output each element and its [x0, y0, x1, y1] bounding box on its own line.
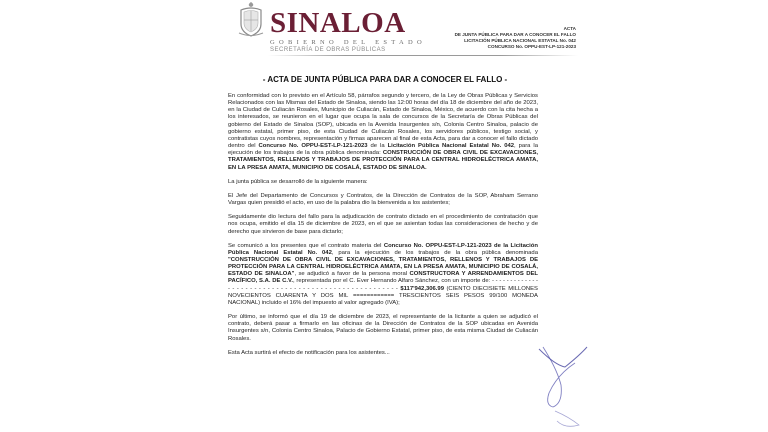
reference-line: ACTA: [563, 26, 576, 31]
project-name: "CONSTRUCCIÓN DE OBRA CIVIL DE EXCAVACIONES, TRATAMIENTOS, RELLENOS Y TRABAJOS DE PROTECCIÓN PARA LA CENTRAL HIDROELÉCTRICA AMATA, EN LA PRESA AMATA, MUNICIPIO DE COSALÁ, ESTADO DE SINALOA": [228, 256, 538, 278]
project-name: CONSTRUCCIÓN DE OBRA CIVIL DE EXCAVACIONES, TRATAMIENTOS, RELLENOS Y TRABAJOS DE PROTECCIÓN PARA LA CENTRAL HIDROELÉCTRICA AMATA, EN LA PRESA AMATA, MUNICIPIO DE COSALÁ, ESTADO DE SINALOA.: [228, 150, 539, 171]
reference-line: LICITACIÓN PÚBLICA NACIONAL ESTATAL No. 042: [464, 38, 576, 43]
paragraph-chair: El Jefe del Departamento de Concursos y Contratos, de la Dirección de Contratos de la SOP, Abraham Serrano Vargas quien presidió el acto, en uso de la palabra dio la bienvenida a los asistentes;: [228, 192, 538, 207]
paragraph-award: [228, 243, 538, 307]
text: , para la ejecución de los trabajos de la obra pública denominada:: [228, 143, 538, 157]
brand-block: [270, 9, 426, 53]
text: de la: [367, 143, 388, 150]
awarded-company: CONSTRUCTORA Y ARRENDAMIENTOS DEL PACÍFICO, S.A. DE C.V.: [228, 271, 538, 285]
text: Se comunicó a los presentes que el contrato materia del: [228, 242, 384, 249]
paragraph-ruling: Seguidamente dio lectura del fallo para la adjudicación de contrato dictado en el procedimiento de contratación que nos ocupa, emitido el día 15 de diciembre de 2023, en el que se asientan todas las consideraciones de hecho y de derecho que sirvieron de base para dictarlo;: [228, 214, 538, 235]
contest-number: Concurso No. OPPU-EST-LP-121-2023 de la Licitación Pública Nacional Estatal No. 042: [228, 242, 538, 256]
document-reference: [455, 26, 576, 50]
tender-number: Licitación Pública Nacional Estatal No. 042: [387, 143, 515, 150]
government-label: GOBIERNO DEL ESTADO: [270, 39, 427, 46]
text: , para la ejecución de los trabajos de la obra pública denominada: [331, 249, 538, 256]
contract-amount: $117'942,306.99: [400, 285, 444, 292]
paragraph-signing: Por último, se informó que el día 19 de diciembre de 2023, el representante de la licitante a quien se adjudicó el contrato, deberá pasar a firmarlo en las oficinas de la Dirección de Contratos de la SOP ubicadas en Avenida Insurgentes s/n, Colonia Centro Sinaloa, Palacio de Gobierno Estatal, primer piso, de esta misma Ciudad de Culiacán Rosales.: [228, 314, 538, 342]
header-divider: [268, 55, 578, 56]
text: , se adjudicó a favor de la persona moral: [294, 271, 410, 278]
document-body: [228, 93, 538, 364]
contest-number: Concurso No. OPPU-EST-LP-121-2023: [258, 143, 368, 150]
paragraph-notification: Esta Acta surtirá el efecto de notificación para los asistentes...: [228, 349, 390, 356]
coat-of-arms-icon: [236, 0, 266, 38]
paragraph-opening: [228, 93, 538, 172]
text: (CIENTO DIECISIETE MILLONES NOVECIENTOS CUARENTA Y DOS MIL ============ TRESCIENTOS SEIS PESOS 99/100 MONEDA NACIONAL) incluido el 16% del impuesto al valor agregado (IVA);: [228, 285, 538, 306]
reference-line: DE JUNTA PÚBLICA PARA DAR A CONOCER EL FALLO: [454, 32, 576, 37]
brand-name: SINALOA: [270, 7, 406, 39]
reference-line: CONCURSO No. OPPU-EST-LP-121-2023: [487, 44, 576, 49]
paragraph-procedure: La junta pública se desarrolló de la siguiente manera:: [228, 178, 368, 185]
text: En conformidad con lo previsto en el Artículo 58, párrafos segundo y tercero, de la Ley de Obras Públicas y Servicios Relacionados con las Mismas del Estado de Sinaloa, siendo las 12:00 horas del día 18 de diciembre del año de 2023, en la Ciudad de Culiacán Rosales, Municipio de Culiacán, Estado de Sinaloa, México, de acuerdo con la cita hecha a los interesados, se reunieron en el lugar que ocupa la sala de concursos de la Secretaría de Obras Públicas del gobierno del Estado de Sinaloa (SOP), ubicada en la Avenida Insurgentes s/n, Colonia Centro Sinaloa, palacio de gobierno estatal, primer piso, de esta Ciudad de Culiacán Rosales, los servidores públicos, testigo social, y contratistas cuyos nombres, representación y firmas aparecen al final de esta Acta, para dar a conocer el fallo dictado dentro del: [228, 93, 538, 150]
text: , representada por el C. Ever Hernando Alfaro Sánchez, con un importe de: - - - - - - - - - - - - - - - - - - - - - - - - - - - - - - - - - - - - - - - - - - - - - - - - - - - -: [228, 278, 538, 292]
document-title: - ACTA DE JUNTA PÚBLICA PARA DAR A CONOCER EL FALLO -: [262, 75, 508, 84]
secretariat-label: SECRETARÍA DE OBRAS PÚBLICAS: [270, 47, 386, 53]
signature-icon: [535, 345, 595, 432]
